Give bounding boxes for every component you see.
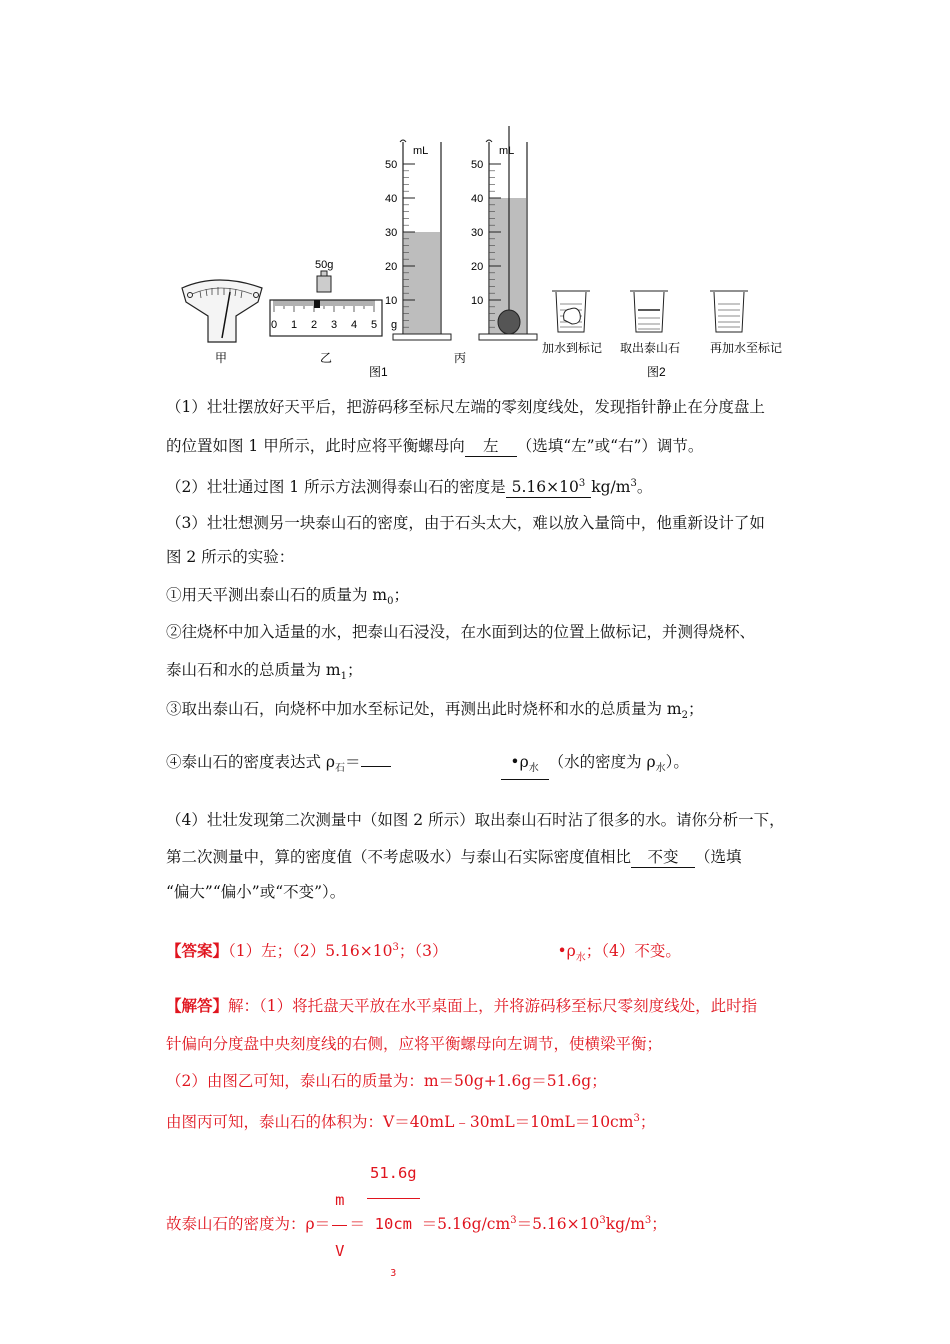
q4-line2: 第二次测量中，算的密度值（不考虑吸水）与泰山石实际密度值相比 不变 （选填: [166, 848, 742, 866]
weight-label: 50g: [315, 259, 334, 271]
ruler-tick-label: 3: [331, 319, 338, 331]
ruler-tick-label: 0: [271, 319, 278, 331]
q3-blank-2: $•\rho_水$: [501, 752, 549, 780]
weight-and-ruler: [270, 259, 397, 336]
cylinder-1: [385, 140, 451, 340]
cylinder-tick-label: 10: [385, 295, 398, 307]
liquid: [404, 232, 440, 334]
cylinder-tick-label: 30: [385, 227, 398, 239]
solution-line4: 由图丙可知，泰山石的体积为：$V=40mL﹣30mL=10mL=10cm^3$；: [166, 1113, 656, 1132]
q3-step2-line1: ②往烧杯中加入适量的水，把泰山石浸没，在水面到达的位置上做标记，并测得烧杯、: [166, 623, 756, 641]
q1-line1: （1）壮壮摆放好天平后，把游码移至标尺左端的零刻度线处，发现指针静止在分度盘上: [166, 398, 765, 416]
q3-step3: ③取出泰山石，向烧杯中加水至标记处，再测出此时烧杯和水的总质量为 $m_2$；: [166, 700, 704, 722]
label-step3: 再加水至标记: [710, 341, 783, 355]
ruler-tick-label: 4: [351, 319, 358, 331]
label-bing: 丙: [454, 351, 467, 365]
q3-step1: ①用天平测出泰山石的质量为 $m_0$；: [166, 586, 410, 608]
balance-dial: [182, 280, 262, 342]
q3-step2-line2: 泰山石和水的总质量为 $m_1$；: [166, 661, 363, 683]
solution-line1: 【解答】解：（1）将托盘天平放在水平桌面上，并将游码移至标尺零刻度线处，此时指: [166, 996, 758, 1015]
q3-blank-1: [361, 766, 391, 767]
cylinder-2: [471, 126, 537, 340]
q4-line1: （4）壮壮发现第二次测量中（如图 2 所示）取出泰山石时沾了很多的水。请你分析一下，: [166, 811, 785, 829]
label-fig1: 图1: [369, 365, 388, 379]
q2-line: （2）壮壮通过图 1 所示方法测得泰山石的密度是 $5.16\times 10^3$ $kg/m^3$。: [166, 474, 652, 498]
beaker-add-water: [552, 291, 590, 332]
q4-answer-blank: 不变: [631, 847, 695, 868]
cylinder-tick-label: 40: [385, 193, 398, 205]
cylinder-tick-label: 30: [471, 227, 484, 239]
q2-answer-blank: $5.16\times 10^3$: [506, 474, 592, 498]
cylinder-tick-label: 40: [471, 193, 484, 205]
solution-line3: （2）由图乙可知，泰山石的质量为：m＝50g+1.6g＝51.6g；: [166, 1072, 607, 1090]
ruler-tick-label: g: [391, 319, 398, 331]
ruler-tick-label: 2: [311, 319, 318, 331]
fraction-m-over-v: $\frac{m}{V}$: [332, 1175, 347, 1276]
label-step2: 取出泰山石: [620, 341, 681, 355]
stone-in-cylinder: [498, 310, 520, 334]
experiment-figure: [170, 120, 790, 384]
q4-line3: “偏大”“偏小”或“不变”）。: [166, 883, 346, 901]
cylinder-tick-label: 50: [385, 159, 398, 171]
answer-line: 【答案】（1）左；$(2)5.16\times 10^3$；（3） $•\rho_水$；（4）不变。: [166, 941, 681, 964]
cylinder-tick-label: 20: [385, 261, 398, 273]
q3-line1: （3）壮壮想测另一块泰山石的密度，由于石头太大，难以放入量筒中，他重新设计了如: [166, 514, 765, 532]
q3-line2: 图 2 所示的实验：: [166, 548, 295, 566]
q3-step4: ④泰山石的密度表达式 $\rho_石=$ $•\rho_水$ （水的密度为 $\rho_水$）。: [166, 752, 689, 780]
solution-line2: 针偏向分度盘中央刻度线的右侧，应将平衡螺母向左调节，使横梁平衡；: [166, 1035, 663, 1053]
fraction-numeric: 51.6g 10cm $^3$: [367, 1148, 420, 1302]
label-fig2: 图2: [647, 365, 666, 379]
q1-line2: 的位置如图 1 甲所示，此时应将平衡螺母向 左 （选填“左”或“右”）调节。: [166, 437, 704, 455]
rider: [314, 300, 320, 308]
solution-line5: 故泰山石的密度为：ρ＝ $\frac{m}{V}$ ＝ 51.6g 10cm $^3$ $=5.16g/cm^3=5.16\times 10^3kg/m^3$；: [166, 1148, 667, 1302]
label-jia: 甲: [215, 351, 228, 365]
ruler-tick-label: 5: [371, 319, 378, 331]
q1-answer-blank: 左: [465, 436, 517, 457]
beaker-remove-stone: [630, 291, 668, 332]
ruler-tick-label: 1: [291, 319, 298, 331]
cylinder-tick-label: 50: [471, 159, 484, 171]
label-step1: 加水到标记: [542, 341, 603, 355]
cylinder-tick-label: 10: [471, 295, 484, 307]
beaker-refill: [710, 291, 748, 332]
cylinder-tick-label: 20: [471, 261, 484, 273]
unit-label: mL: [413, 145, 429, 157]
figure-svg: [170, 120, 790, 380]
unit-label: mL: [499, 145, 515, 157]
label-yi: 乙: [320, 351, 333, 365]
